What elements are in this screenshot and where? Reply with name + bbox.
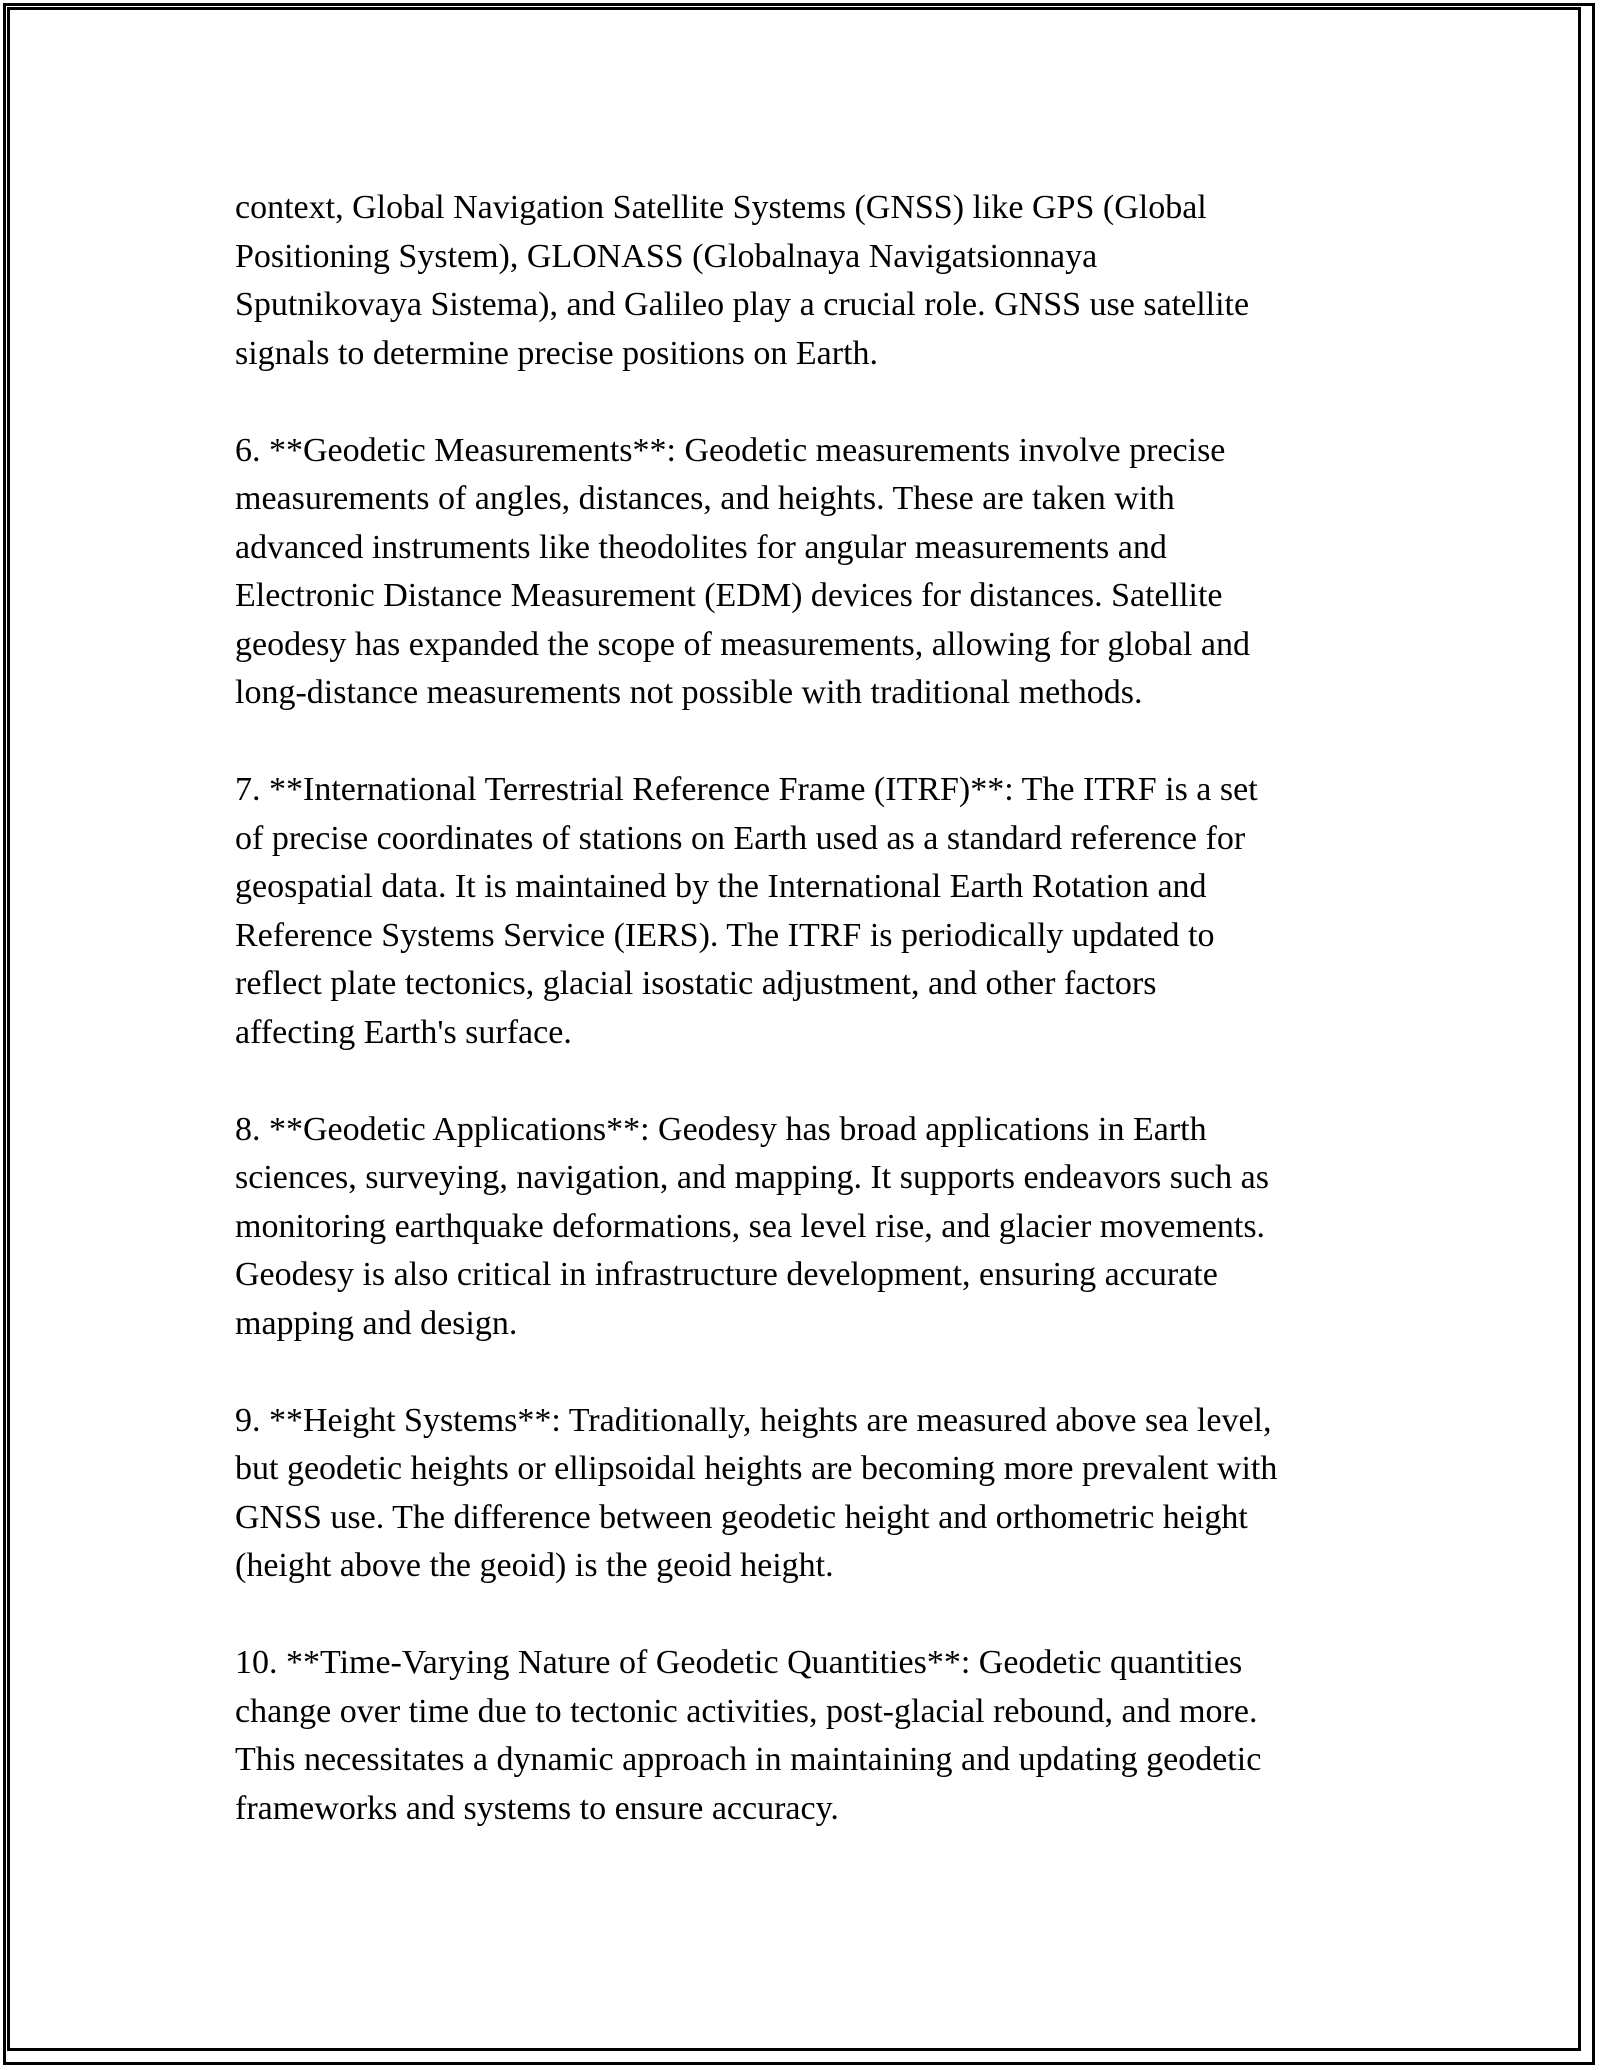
paragraph-geodetic-applications: 8. **Geodetic Applications**: Geodesy has broad applications in Earth sciences, surveying, navigation, and mapping. It supports endeavors such as monitoring earthquake deformations, sea level rise, and glacier movements. Geodesy is also critical in infrastructure development, ensuring accurate mapping and design.: [235, 1110, 1269, 1342]
paragraph-gnss-context: context, Global Navigation Satellite Systems (GNSS) like GPS (Global Positioning System), GLONASS (Globalnaya Navigatsionnaya Sputnikovaya Sistema), and Galileo play a crucial role. GNSS use satellite signals to determine precise positions on Earth.: [235, 189, 1250, 372]
paragraph-height-systems: 9. **Height Systems**: Traditionally, heights are measured above sea level, but geodetic heights or ellipsoidal heights are becoming more prevalent with GNSS use. The difference between geodetic height and orthometric height (height above the geoid) is the geoid height.: [235, 1401, 1278, 1584]
paragraph-itrf: 7. **International Terrestrial Reference Frame (ITRF)**: The ITRF is a set of precise coordinates of stations on Earth used as a standard reference for geospatial data. It is maintained by the International Earth Rotation and Reference Systems Service (IERS). The ITRF is periodically updated to reflect plate tectonics, glacial isostatic adjustment, and other factors affecting Earth's surface.: [235, 771, 1258, 1051]
paragraph-time-varying: 10. **Time-Varying Nature of Geodetic Quantities**: Geodetic quantities change over time due to tectonic activities, post-glacial rebound, and more. This necessitates a dynamic approach in maintaining and updating geodetic frameworks and systems to ensure accuracy.: [235, 1644, 1262, 1827]
paragraph-geodetic-measurements: 6. **Geodetic Measurements**: Geodetic measurements involve precise measurements of angles, distances, and heights. These are taken with advanced instruments like theodolites for angular measurements and Electronic Distance Measurement (EDM) devices for distances. Satellite geodesy has expanded the scope of measurements, allowing for global and long-distance measurements not possible with traditional methods.: [235, 431, 1250, 711]
document-body: [235, 184, 1375, 1833]
